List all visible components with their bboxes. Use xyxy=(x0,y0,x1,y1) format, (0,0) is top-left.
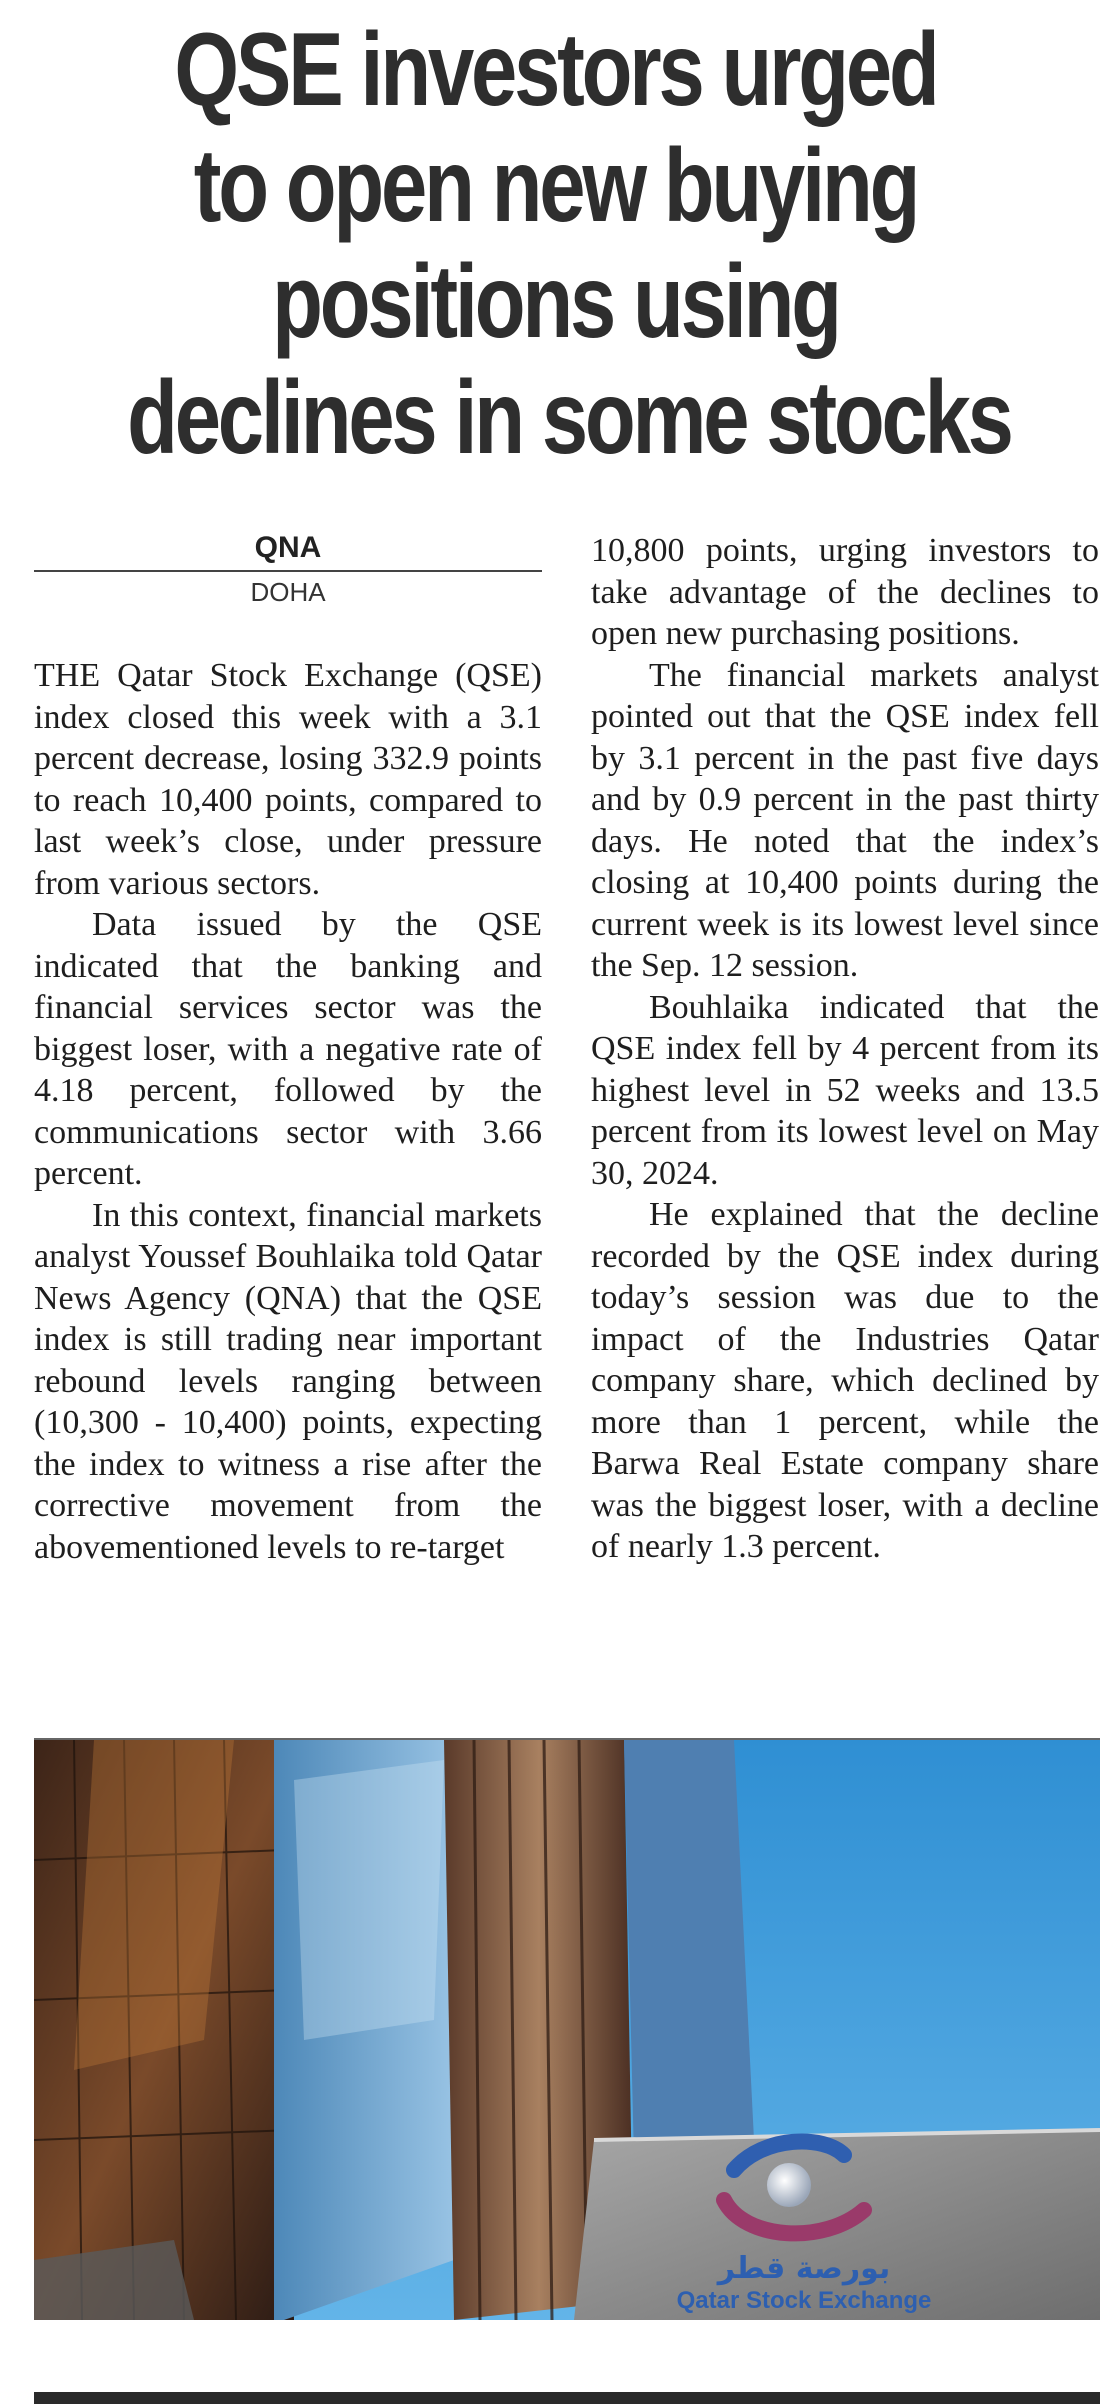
article-paragraph: The financial markets analyst pointed out that the QSE index fell by 3.1 percent in the past five days and by 0.9 percent in the past thirty days. He noted that the index’s closing at 10,400 points during the current week is its lowest level since the Sep. 12 session. xyxy=(591,656,1099,984)
sign-arabic: بورصة قطر xyxy=(717,2251,891,2286)
byline-dateline: DOHA xyxy=(250,577,326,607)
qse-building-photo xyxy=(34,1738,1100,2320)
article-column-right xyxy=(591,530,1099,1568)
headline xyxy=(20,12,1091,476)
byline-agency: QNA xyxy=(34,530,542,572)
headline-line: QSE investors urged xyxy=(174,12,937,128)
article-paragraph: THE Qatar Stock Exchange (QSE) index closed this week with a 3.1 percent decrease, losing 332.9 points to reach 10,400 points, compared to last week’s close, under pressure from various sectors. xyxy=(34,657,542,902)
headline-line: to open new buying xyxy=(193,128,918,244)
article-paragraph: Data issued by the QSE indicated that the banking and financial services sector was the biggest loser, with a negative rate of 4.18 percent, followed by the communications sector with 3.66 percent. xyxy=(34,906,542,1192)
byline xyxy=(34,530,542,610)
sign-english: Qatar Stock Exchange xyxy=(676,2287,932,2314)
article-paragraph: He explained that the decline recorded by the QSE index during today’s session was due to the impact of the Industries Qatar company share, which declined by more than 1 percent, while the Barwa Real Estate company share was the biggest loser, with a decline of nearly 1.3 percent. xyxy=(591,1196,1099,1565)
headline-line: declines in some stocks xyxy=(127,360,1011,476)
article-paragraph: Bouhlaika indicated that the QSE index fell by 4 percent from its highest level in 52 weeks and 13.5 percent from its lowest level on May 30, 2024. xyxy=(591,988,1099,1192)
article-paragraph: 10,800 points, urging investors to take advantage of the declines to open new purchasing positions. xyxy=(591,532,1099,652)
article-paragraph: In this context, financial markets analyst Youssef Bouhlaika told Qatar News Agency (QNA) that the QSE index is still trading near important rebound levels ranging between (10,300 - 10,400) points, expecting the index to witness a rise after the corrective movement from the abovementioned levels to re-target xyxy=(34,1196,542,1566)
article-column-left xyxy=(34,655,542,1568)
footer-rule xyxy=(34,2392,1100,2404)
headline-line: positions using xyxy=(272,244,839,360)
